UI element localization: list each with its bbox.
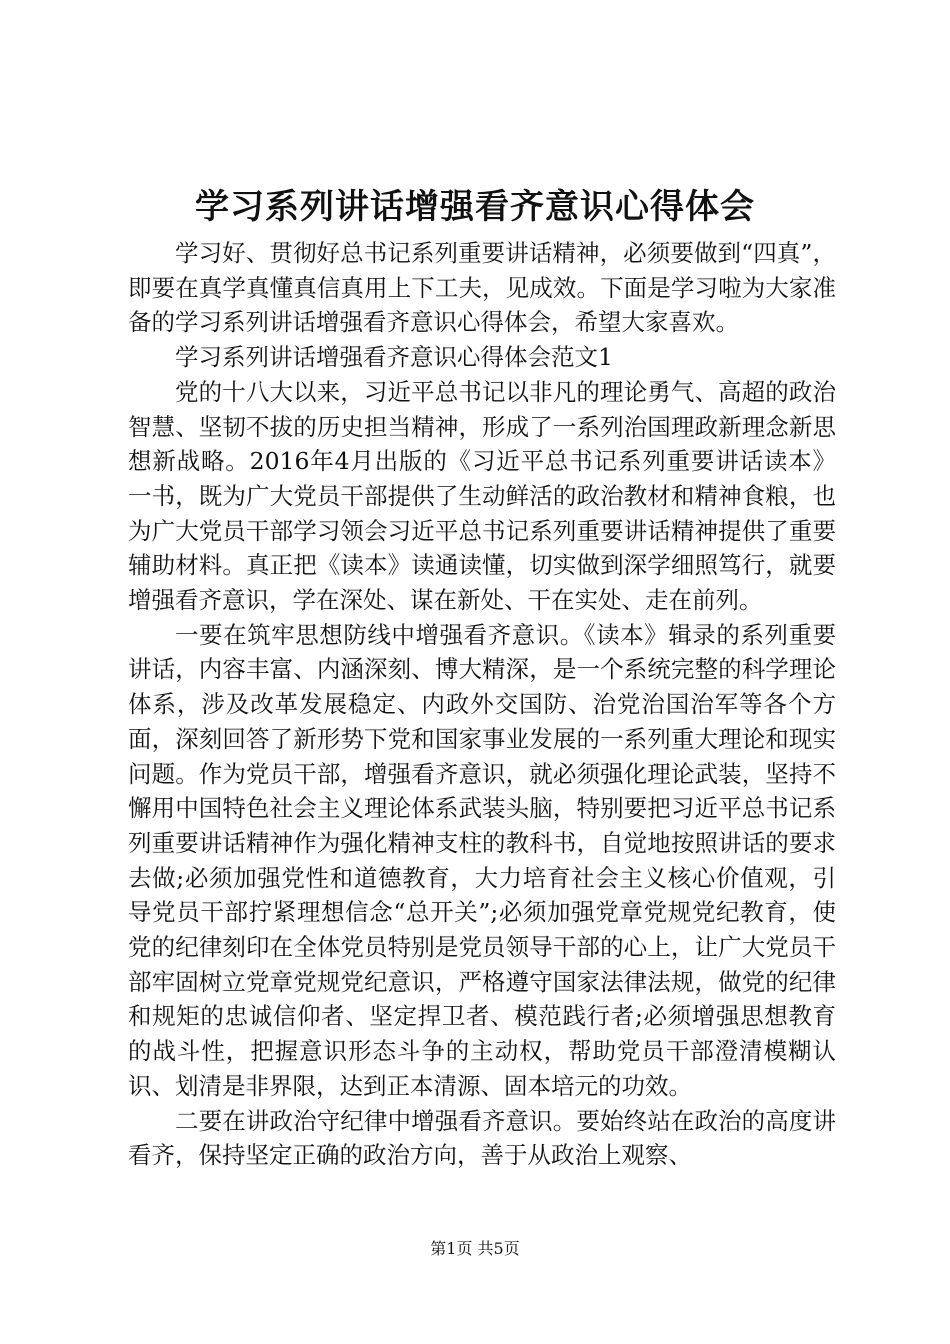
body-paragraph: 二要在讲政治守纪律中增强看齐意识。要始终站在政治的高度讲看齐，保持坚定正确的政治方向，善于从政治上观察、 [128,1106,836,1170]
intro-paragraph: 学习好、贯彻好总书记系列重要讲话精神，必须要做到“四真”，即要在真学真懂真信真用上下工夫，见成效。下面是学习啦为大家准备的学习系列讲话增强看齐意识心得体会，希望大家喜欢。 [128,239,836,337]
document-body [128,236,836,1173]
section-heading: 学习系列讲话增强看齐意识心得体会范文1 [175,343,613,372]
body-paragraph: 党的十八大以来，习近平总书记以非凡的理论勇气、高超的政治智慧、坚韧不拔的历史担当精神，形成了一系列治国理政新理念新思想新战略。2016年4月出版的《习近平总书记系列重要讲话读本》一书，既为广大党员干部提供了生动鲜活的政治教材和精神食粮，也为广大党员干部学习领会习近平总书记系列重要讲话精神提供了重要辅助材料。真正把《读本》读通读懂，切实做到深学细照笃行，就要增强看齐意识，学在深处、谋在新处、干在实处、走在前列。 [128,377,836,615]
document-title: 学习系列讲话增强看齐意识心得体会 [195,187,755,227]
body-paragraph: 一要在筑牢思想防线中增强看齐意识。《读本》辑录的系列重要讲话，内容丰富、内涵深刻、博大精深，是一个系统完整的科学理论体系，涉及改革发展稳定、内政外交国防、治党治国治军等各个方面，深刻回答了新形势下党和国家事业发展的一系列重大理论和现实问题。作为党员干部，增强看齐意识，就必须强化理论武装，坚持不懈用中国特色社会主义理论体系武装头脑，特别要把习近平总书记系列重要讲话精神作为强化精神支柱的教科书，自觉地按照讲话的要求去做;必须加强党性和道德教育，大力培育社会主义核心价值观，引导党员干部拧紧理想信念“总开关”;必须加强党章党规党纪教育，使党的纪律刻印在全体党员特别是党员领导干部的心上，让广大党员干部牢固树立党章党规党纪意识，严格遵守国家法律法规，做党的纪律和规矩的忠诚信仰者、坚定捍卫者、模范践行者;必须增强思想教育的战斗性，把握意识形态斗争的主动权，帮助党员干部澄清模糊认识、划清是非界限，达到正本清源、固本培元的功效。 [128,620,836,1100]
page-footer: 第1页 共5页 [430,1239,520,1258]
